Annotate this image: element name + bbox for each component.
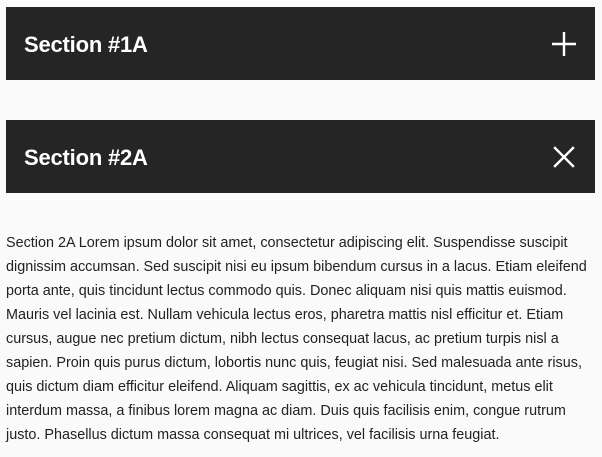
close-icon[interactable] — [551, 144, 577, 170]
plus-icon[interactable] — [551, 31, 577, 57]
accordion — [6, 7, 595, 447]
section-spacer — [6, 80, 595, 120]
section-1a-title: Section #1A — [24, 31, 148, 57]
section-1a-header[interactable] — [6, 7, 595, 80]
section-2a-title: Section #2A — [24, 144, 148, 170]
section-2a-header[interactable] — [6, 120, 595, 193]
section-2a-content: Section 2A Lorem ipsum dolor sit amet, consectetur adipiscing elit. Suspendisse suscipit dignissim accumsan. Sed suscipit nisi eu ipsum bibendum cursus in a lacus. Etiam eleifend porta ante, quis tincidunt lectus commodo quis. Donec aliquam nisi quis mattis euismod. Mauris vel lacinia est. Nullam vehicula lectus eros, pharetra mattis nisl efficitur et. Etiam cursus, augue nec pretium dictum, nibh lectus consequat lacus, ac pretium turpis nisl a sapien. Proin quis purus dictum, lobortis nunc quis, feugiat nisi. Sed malesuada ante risus, quis dictum diam efficitur eleifend. Aliquam sagittis, ex ac vehicula tincidunt, metus elit interdum massa, a finibus lorem magna ac diam. Duis quis facilisis enim, congue rutrum justo. Phasellus dictum massa consequat mi ultrices, vel facilisis urna feugiat. — [6, 235, 587, 443]
